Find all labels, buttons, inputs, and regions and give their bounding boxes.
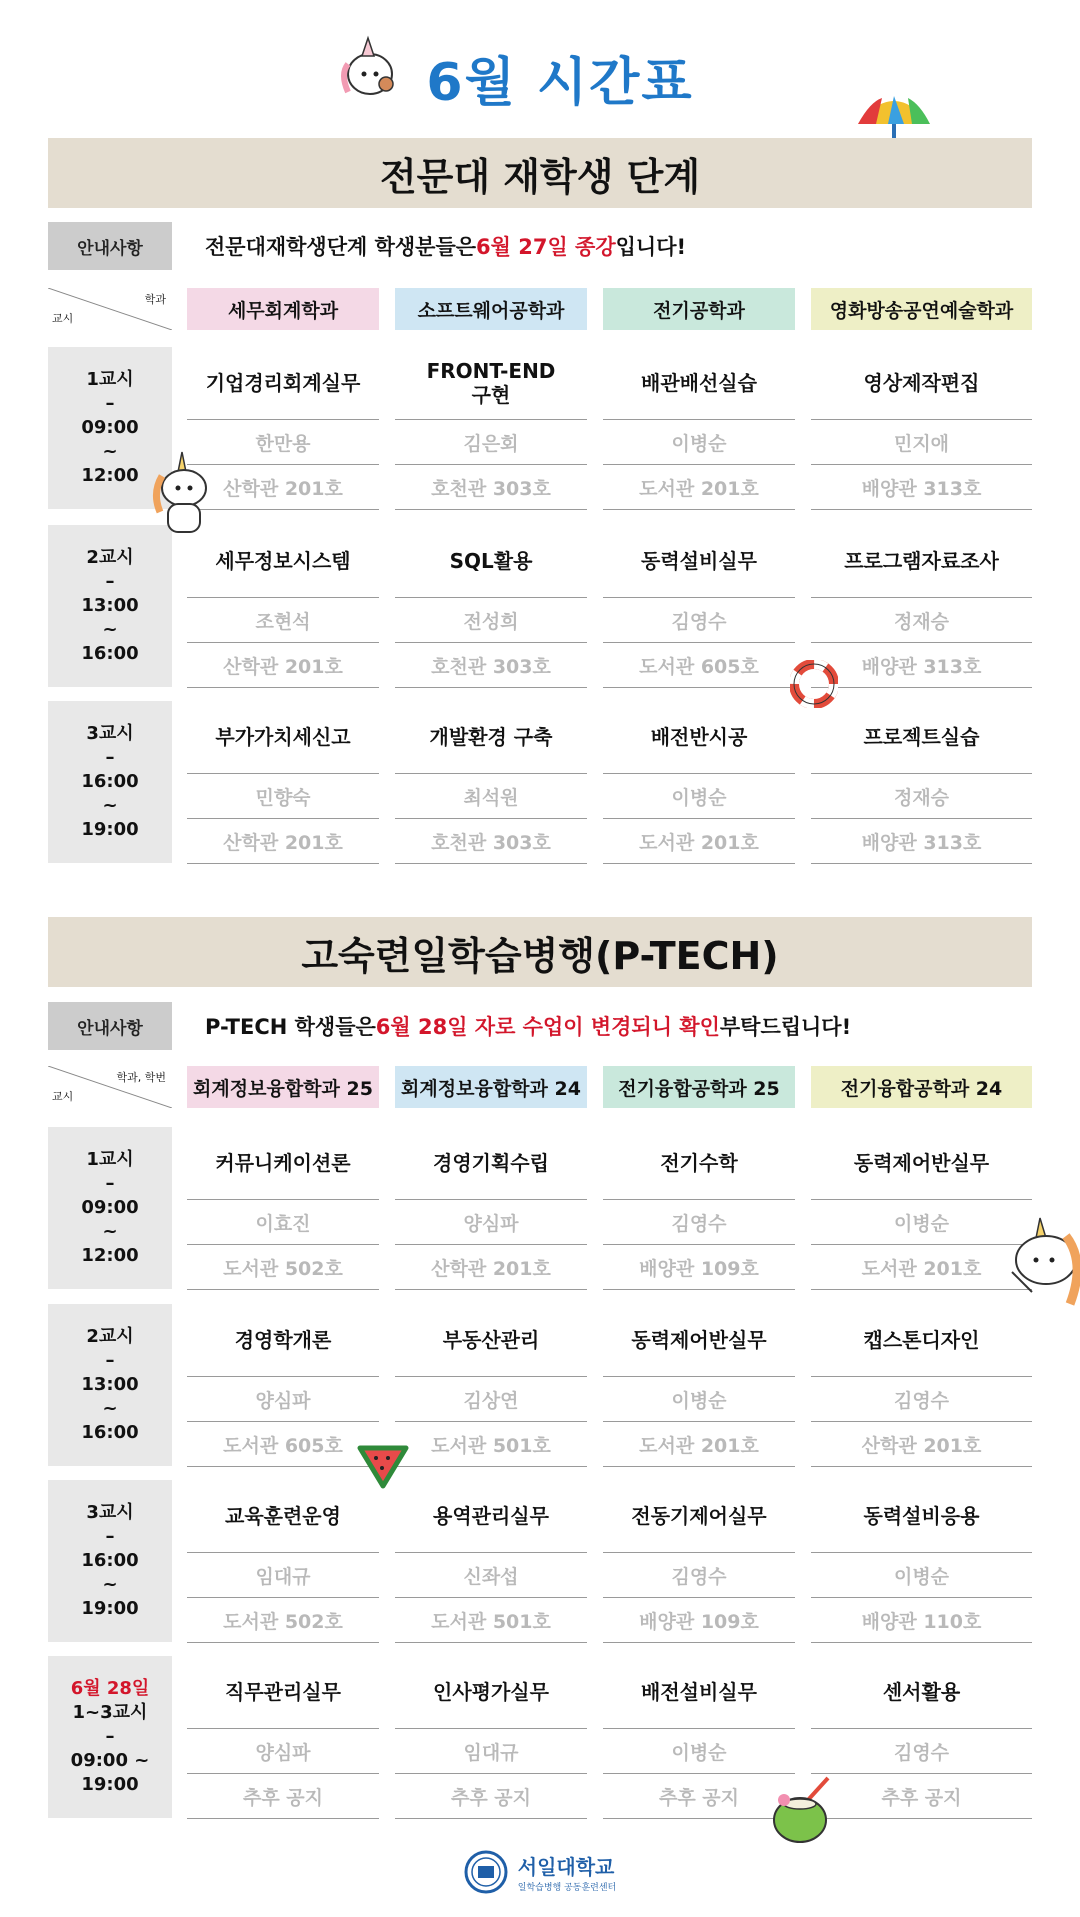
lifebuoy-icon bbox=[790, 660, 838, 708]
class-subject: 배전설비실무 bbox=[641, 1680, 757, 1704]
class-room: 도서관 501호 bbox=[431, 1610, 551, 1633]
section2-heading: 고숙련일학습병행(P-TECH) bbox=[48, 917, 1032, 987]
period-end: 12:00 bbox=[81, 1245, 139, 1266]
class-subject: 커뮤니케이션론 bbox=[215, 1151, 351, 1175]
watermelon-icon bbox=[356, 1440, 410, 1490]
corner-dept-label: 학과, 학번 bbox=[116, 1071, 166, 1084]
notice-highlight: 6월 27일 종강 bbox=[476, 235, 616, 259]
row-divider bbox=[395, 1289, 587, 1290]
unicorn-sticker-icon bbox=[152, 448, 212, 538]
period-start: 16:00 bbox=[81, 771, 139, 792]
row-divider bbox=[187, 687, 379, 688]
dept-header: 영화방송공연예술학과 bbox=[811, 288, 1032, 330]
row-divider bbox=[603, 509, 795, 510]
period-separator: – bbox=[105, 571, 115, 592]
class-subject: 전기수학 bbox=[660, 1151, 738, 1175]
university-center-name: 일학습병행 공동훈련센터 bbox=[517, 1883, 617, 1893]
corner-period-label: 교시 bbox=[52, 312, 74, 325]
dept-header: 세무회계학과 bbox=[187, 288, 379, 330]
class-room: 추후 공지 bbox=[881, 1786, 962, 1809]
class-room: 배양관 313호 bbox=[861, 831, 982, 854]
period-cell bbox=[48, 701, 172, 863]
class-subject: 영상제작편집 bbox=[863, 371, 980, 395]
class-professor: 김상연 bbox=[463, 1389, 519, 1412]
period-separator: ~ bbox=[102, 1398, 118, 1419]
notice-text-pre: 전문대재학생단계 학생분들은 bbox=[205, 235, 477, 259]
class-professor: 김은회 bbox=[463, 432, 519, 455]
section1-heading: 전문대 재학생 단계 bbox=[48, 138, 1032, 208]
class-room: 도서관 501호 bbox=[431, 1434, 551, 1457]
class-professor: 이효진 bbox=[255, 1212, 311, 1235]
class-room: 호천관 303호 bbox=[431, 477, 551, 500]
class-professor: 한만용 bbox=[255, 432, 311, 455]
class-room: 호천관 303호 bbox=[431, 655, 551, 678]
special-period-cell bbox=[48, 1656, 172, 1818]
class-subject: 센서활용 bbox=[882, 1680, 961, 1704]
class-professor: 이병순 bbox=[671, 1389, 727, 1412]
class-room: 산학관 201호 bbox=[431, 1257, 551, 1280]
row-divider bbox=[603, 1642, 795, 1643]
class-professor: 김영수 bbox=[671, 610, 727, 633]
class-subject: 세무정보시스템 bbox=[215, 549, 351, 573]
class-room: 산학관 201호 bbox=[223, 477, 343, 500]
class-professor: 민향숙 bbox=[255, 786, 311, 809]
section1-notice bbox=[205, 222, 686, 270]
period-name: 2교시 bbox=[86, 1326, 134, 1347]
class-subject: 교육훈련운영 bbox=[225, 1504, 341, 1528]
class-room: 도서관 605호 bbox=[223, 1434, 343, 1457]
class-subject: 프로그램자료조사 bbox=[844, 549, 999, 573]
period-separator: ~ bbox=[102, 441, 118, 462]
row-divider bbox=[603, 1289, 795, 1290]
period-start: 09:00 bbox=[81, 1197, 139, 1218]
class-subject: 경영학개론 bbox=[234, 1328, 332, 1352]
university-name: 서일대학교 bbox=[517, 1855, 615, 1879]
row-divider bbox=[187, 1289, 379, 1290]
period-name: 3교시 bbox=[86, 723, 134, 744]
period-separator: – bbox=[105, 1350, 115, 1371]
row-divider bbox=[395, 1466, 587, 1467]
class-professor: 임대규 bbox=[463, 1741, 519, 1764]
row-divider bbox=[811, 687, 1032, 688]
class-room: 추후 공지 bbox=[242, 1786, 324, 1809]
dept-header: 전기융합공학과 24 bbox=[811, 1066, 1032, 1108]
period-start: 13:00 bbox=[81, 1374, 139, 1395]
special-period-name: 1~3교시 bbox=[72, 1702, 148, 1723]
class-room: 배양관 109호 bbox=[639, 1610, 759, 1633]
class-subject: 동력설비응용 bbox=[863, 1504, 980, 1528]
period-separator: – bbox=[105, 1726, 115, 1747]
class-professor: 조현석 bbox=[255, 610, 311, 633]
class-subject: 배관배선실습 bbox=[641, 371, 757, 395]
section1-notice-label: 안내사항 bbox=[48, 222, 172, 270]
corner-period-label: 교시 bbox=[52, 1090, 74, 1103]
period-end: 19:00 bbox=[81, 819, 139, 840]
class-subject: 프로젝트실습 bbox=[863, 725, 980, 749]
class-subject: 전동기제어실무 bbox=[631, 1504, 767, 1528]
dept-header: 회계정보융합학과 24 bbox=[395, 1066, 587, 1108]
class-room: 배양관 313호 bbox=[861, 477, 982, 500]
period-name: 2교시 bbox=[86, 547, 134, 568]
university-logo-icon bbox=[464, 1850, 508, 1894]
class-professor: 최석원 bbox=[463, 786, 519, 809]
class-professor: 정재승 bbox=[893, 610, 950, 633]
dept-header: 전기공학과 bbox=[603, 288, 795, 330]
period-separator: ~ bbox=[102, 1221, 118, 1242]
class-professor: 김영수 bbox=[671, 1212, 727, 1235]
class-subject: 동력제어반실무 bbox=[853, 1151, 990, 1175]
class-subject: 동력설비실무 bbox=[641, 549, 757, 573]
row-divider bbox=[811, 1642, 1032, 1643]
coconut-drink-icon bbox=[770, 1776, 836, 1844]
class-professor: 양심파 bbox=[255, 1389, 311, 1412]
class-professor: 전성희 bbox=[463, 610, 519, 633]
period-separator: ~ bbox=[102, 1574, 118, 1595]
row-divider bbox=[811, 863, 1032, 864]
class-professor: 이병순 bbox=[893, 1565, 950, 1588]
class-room: 산학관 201호 bbox=[223, 831, 343, 854]
period-cell bbox=[48, 1304, 172, 1466]
class-room: 배양관 313호 bbox=[861, 655, 982, 678]
class-subject: SQL활용 bbox=[449, 549, 533, 573]
class-room: 도서관 605호 bbox=[639, 655, 759, 678]
class-room: 도서관 502호 bbox=[223, 1610, 343, 1633]
class-professor: 이병순 bbox=[671, 432, 727, 455]
notice-highlight: 6월 28일 자로 수업이 변경되니 확인 bbox=[375, 1015, 720, 1039]
special-period-date: 6월 28일 bbox=[70, 1678, 150, 1699]
class-room: 도서관 201호 bbox=[639, 831, 759, 854]
class-room: 도서관 201호 bbox=[861, 1257, 982, 1280]
section2-table-corner bbox=[48, 1066, 172, 1108]
row-divider bbox=[811, 1466, 1032, 1467]
section1-table-corner bbox=[48, 288, 172, 330]
period-end: 12:00 bbox=[81, 465, 139, 486]
row-divider bbox=[603, 863, 795, 864]
period-separator: – bbox=[105, 393, 115, 414]
row-divider bbox=[603, 1466, 795, 1467]
class-subject: 기업경리회계실무 bbox=[205, 371, 361, 395]
period-end: 16:00 bbox=[81, 643, 139, 664]
class-subject: 개발환경 구축 bbox=[429, 725, 553, 749]
section2-notice-label: 안내사항 bbox=[48, 1002, 172, 1050]
class-room: 배양관 109호 bbox=[639, 1257, 759, 1280]
period-cell bbox=[48, 525, 172, 687]
class-subject: 동력제어반실무 bbox=[631, 1328, 767, 1352]
class-room: 도서관 201호 bbox=[639, 477, 759, 500]
class-professor: 김영수 bbox=[893, 1389, 950, 1412]
class-professor: 이병순 bbox=[671, 786, 727, 809]
special-period-time: 09:00 ~ 19:00 bbox=[70, 1750, 150, 1795]
dept-header: 회계정보융합학과 25 bbox=[187, 1066, 379, 1108]
class-room: 도서관 201호 bbox=[639, 1434, 759, 1457]
class-subject: FRONT-END 구현 bbox=[426, 359, 556, 407]
row-divider bbox=[187, 509, 379, 510]
row-divider bbox=[187, 1818, 379, 1819]
period-start: 16:00 bbox=[81, 1550, 139, 1571]
class-subject: 경영기획수립 bbox=[433, 1151, 549, 1175]
class-professor: 정재승 bbox=[893, 786, 950, 809]
period-name: 1교시 bbox=[86, 369, 134, 390]
class-professor: 김영수 bbox=[671, 1565, 727, 1588]
row-divider bbox=[811, 1289, 1032, 1290]
dept-header: 소프트웨어공학과 bbox=[395, 288, 587, 330]
class-professor: 임대규 bbox=[255, 1565, 311, 1588]
class-professor: 양심파 bbox=[463, 1212, 519, 1235]
class-subject: 용역관리실무 bbox=[433, 1504, 549, 1528]
period-separator: ~ bbox=[102, 619, 118, 640]
row-divider bbox=[395, 1642, 587, 1643]
row-divider bbox=[811, 509, 1032, 510]
notice-text-post: 부탁드립니다! bbox=[719, 1015, 852, 1039]
corner-dept-label: 학과 bbox=[144, 293, 166, 306]
period-separator: – bbox=[105, 747, 115, 768]
period-end: 16:00 bbox=[81, 1422, 139, 1443]
class-room: 배양관 110호 bbox=[861, 1610, 982, 1633]
class-room: 추후 공지 bbox=[450, 1786, 532, 1809]
footer bbox=[0, 1850, 1080, 1894]
page-title: 6월 시간표 bbox=[426, 53, 694, 113]
period-start: 13:00 bbox=[81, 595, 139, 616]
row-divider bbox=[395, 687, 587, 688]
class-room: 추후 공지 bbox=[658, 1786, 740, 1809]
class-subject: 인사평가실무 bbox=[433, 1680, 549, 1704]
class-room: 도서관 502호 bbox=[223, 1257, 343, 1280]
row-divider bbox=[187, 863, 379, 864]
class-subject: 부가가치세신고 bbox=[215, 725, 351, 749]
dept-header: 전기융합공학과 25 bbox=[603, 1066, 795, 1108]
period-end: 19:00 bbox=[81, 1598, 139, 1619]
row-divider bbox=[603, 1818, 795, 1819]
row-divider bbox=[395, 1818, 587, 1819]
period-start: 09:00 bbox=[81, 417, 139, 438]
period-separator: ~ bbox=[102, 795, 118, 816]
class-professor: 민지애 bbox=[893, 432, 950, 455]
row-divider bbox=[395, 863, 587, 864]
section2-notice bbox=[205, 1002, 851, 1050]
class-professor: 양심파 bbox=[255, 1741, 311, 1764]
class-professor: 이병순 bbox=[671, 1741, 727, 1764]
class-room: 호천관 303호 bbox=[431, 831, 551, 854]
class-professor: 신좌섭 bbox=[463, 1565, 519, 1588]
notice-text-post: 입니다! bbox=[615, 235, 687, 259]
class-subject: 부동산관리 bbox=[442, 1328, 540, 1352]
class-room: 산학관 201호 bbox=[223, 655, 343, 678]
notice-text-pre: P-TECH 학생들은 bbox=[205, 1015, 376, 1039]
class-professor: 김영수 bbox=[893, 1741, 950, 1764]
class-subject: 직무관리실무 bbox=[225, 1680, 341, 1704]
row-divider bbox=[603, 687, 795, 688]
class-professor: 이병순 bbox=[893, 1212, 950, 1235]
row-divider bbox=[187, 1466, 379, 1467]
row-divider bbox=[395, 509, 587, 510]
row-divider bbox=[811, 1818, 1032, 1819]
period-separator: – bbox=[105, 1526, 115, 1547]
row-divider bbox=[187, 1642, 379, 1643]
period-cell bbox=[48, 1480, 172, 1642]
period-cell bbox=[48, 1127, 172, 1289]
period-separator: – bbox=[105, 1173, 115, 1194]
period-name: 1교시 bbox=[86, 1149, 134, 1170]
period-name: 3교시 bbox=[86, 1502, 134, 1523]
unicorn-peek-icon bbox=[1010, 1212, 1080, 1312]
class-subject: 배전반시공 bbox=[650, 725, 748, 749]
class-subject: 캡스톤디자인 bbox=[863, 1328, 980, 1352]
class-room: 산학관 201호 bbox=[861, 1434, 982, 1457]
